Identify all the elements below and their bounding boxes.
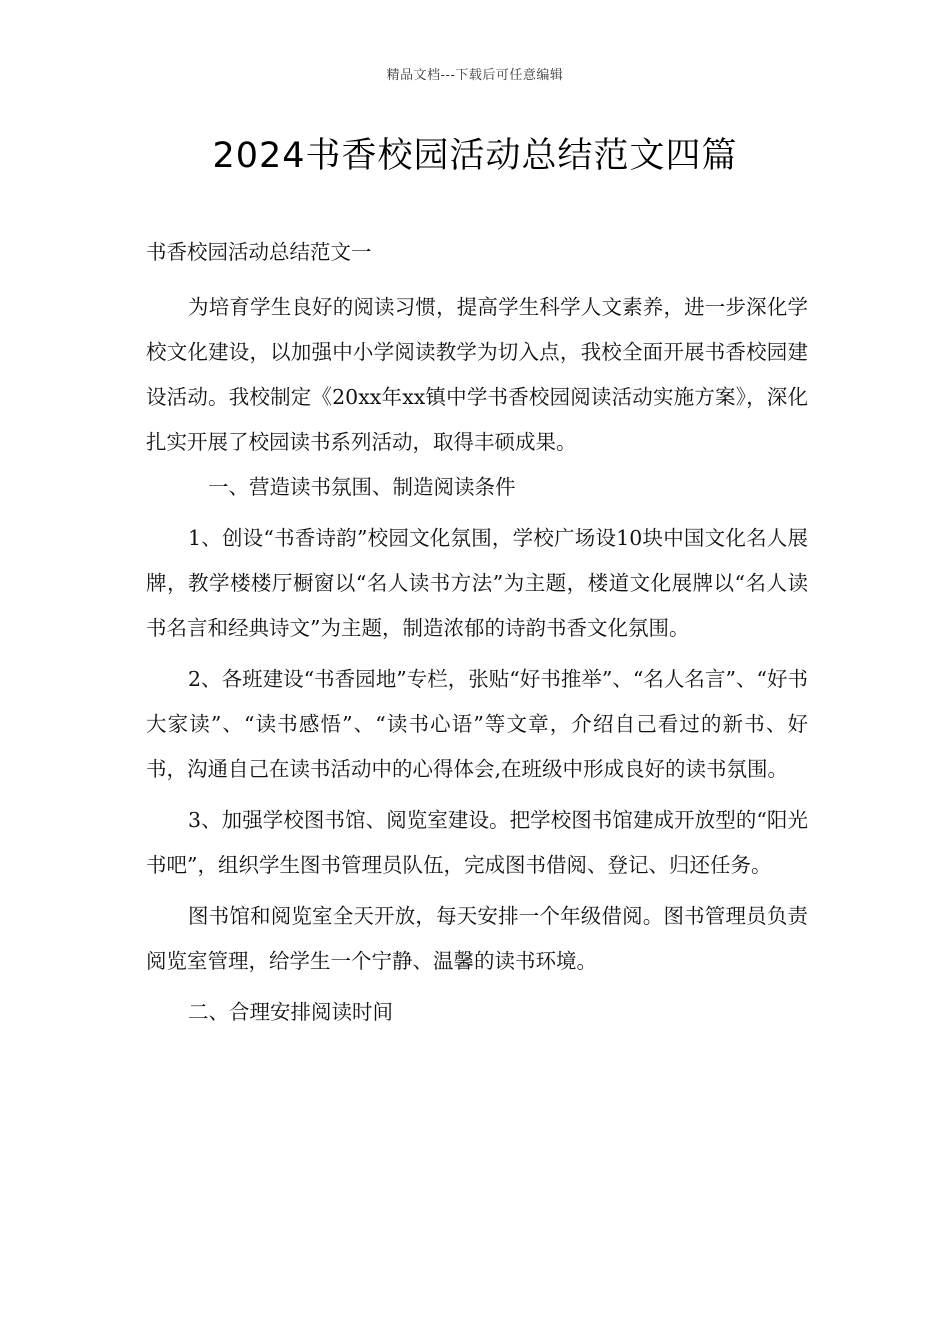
- paragraph-item-1: 1、创设“书香诗韵”校园文化氛围，学校广场设10块中国文化名人展牌，教学楼楼厅橱窗以“名人读书方法”为主题，楼道文化展牌以“名人读书名言和经典诗文”为主题，制造浓郁的诗韵书香文化氛围。: [146, 526, 808, 640]
- paragraph-library: 图书馆和阅览室全天开放，每天安排一个年级借阅。图书管理员负责阅览室管理，给学生一个宁静、温馨的读书环境。: [146, 904, 808, 973]
- section-subtitle: 书香校园活动总结范文一: [146, 240, 372, 264]
- document-body: [146, 230, 808, 1035]
- header-note: 精品文档---下载后可任意编辑: [386, 68, 564, 83]
- paragraph-item-2: 2、各班建设“书香园地”专栏，张贴“好书推举”、“名人名言”、“好书大家读”、“读书感悟”、“读书心语”等文章，介绍自己看过的新书、好书，沟通自己在读书活动中的心得体会,在班级中形成良好的读书氛围。: [146, 667, 808, 781]
- section-heading-1: 一、营造读书氛围、制造阅读条件: [208, 475, 516, 499]
- paragraph-item-3: 3、加强学校图书馆、阅览室建设。把学校图书馆建成开放型的“阳光书吧”，组织学生图书管理员队伍，完成图书借阅、登记、归还任务。: [146, 808, 808, 877]
- section-heading-2: 二、合理安排阅读时间: [188, 1000, 393, 1024]
- document-title: 2024书香校园活动总结范文四篇: [212, 136, 738, 176]
- paragraph-intro: 为培育学生良好的阅读习惯，提高学生科学人文素养，进一步深化学校文化建设，以加强中小学阅读教学为切入点，我校全面开展书香校园建设活动。我校制定《20xx年xx镇中学书香校园阅读活动实施方案》，深化扎实开展了校园读书系列活动，取得丰硕成果。: [146, 295, 808, 454]
